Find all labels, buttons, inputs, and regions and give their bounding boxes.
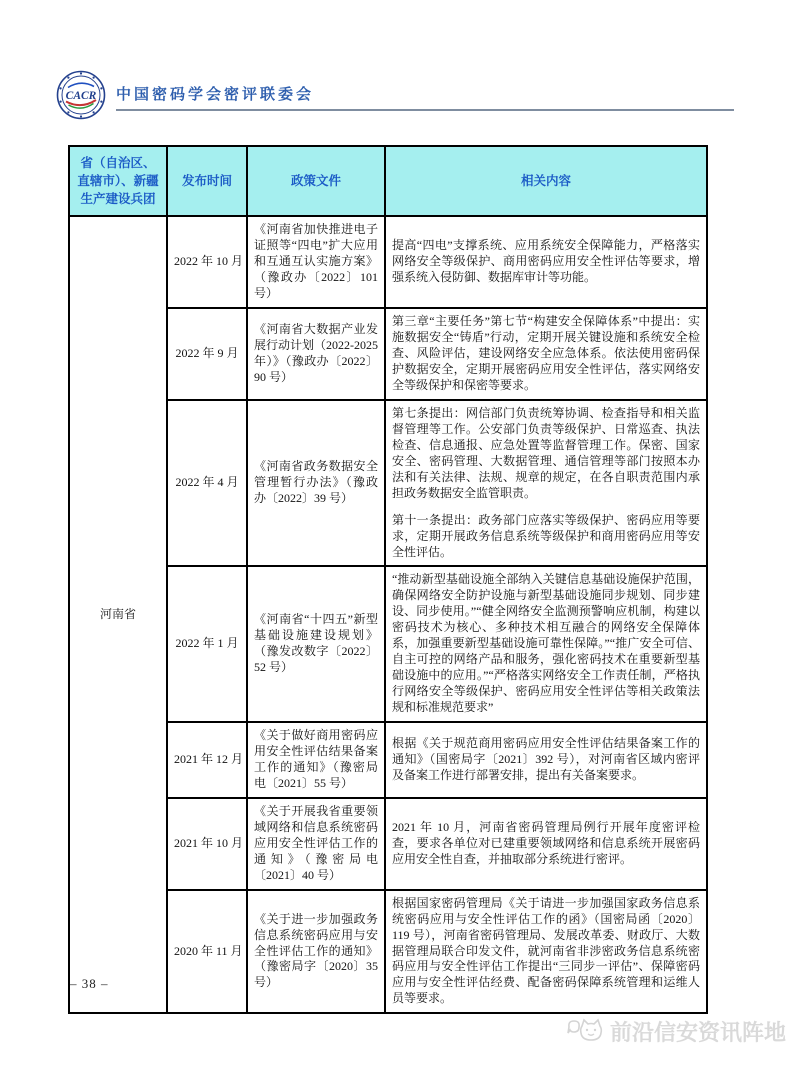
content-cell bbox=[385, 798, 707, 890]
svg-text:CACR: CACR bbox=[65, 90, 97, 102]
content-paragraph: “推动新型基础设施全部纳入关键信息基础设施保护范围，确保网络安全防护设施与新型基础设施同步规划、同步建设、同步使用。”“健全网络安全监测预警响应机制，构建以密码技术为核心、多种技术相互融合的网络安全保障体系，加强重要新型基础设施可靠性保障。”“推广安全可信、自主可控的网络产品和服务，强化密码技术在重要新型基础设施中的应用。”“严格落实网络安全工作责任制，严格执行网络安全等级保护、密码应用安全性评估等相关政策法规和标准规范要求” bbox=[392, 572, 700, 715]
content-cell bbox=[385, 400, 707, 567]
content-paragraph: 2021 年 10 月，河南省密码管理局例行开展年度密评检查，要求各单位对已建重要领域网络和信息系统开展密码应用安全性自查，并抽取部分系统进行密评。 bbox=[392, 819, 700, 866]
policy-cell: 《关于开展我省重要领域网络和信息系统密码应用安全性评估工作的通知》（豫密局电〔2021〕40 号） bbox=[247, 798, 385, 890]
col-header-policy: 政策文件 bbox=[247, 146, 385, 216]
date-cell: 2022 年 1 月 bbox=[167, 566, 247, 722]
content-cell bbox=[385, 566, 707, 722]
policy-cell: 《河南省大数据产业发展行动计划（2022-2025 年）》（豫政办〔2022〕90 号） bbox=[247, 308, 385, 400]
content-paragraph: 第十一条提出：政务部门应落实等级保护、密码应用等要求，定期开展政务信息系统等级保护和商用密码应用等安全性评估。 bbox=[392, 512, 700, 559]
content-paragraph: 第七条提出：网信部门负责统筹协调、检查指导和相关监督管理等工作。公安部门负责等级保护、日常巡查、执法检查、信息通报、应急处置等监督管理工作。保密、国家安全、密码管理、大数据管理、通信管理等部门按照本办法和有关法律、法规、规章的规定，在各自职责范围内承担政务数据安全监管职责。 bbox=[392, 405, 700, 500]
content-cell bbox=[385, 216, 707, 308]
content-paragraph: 根据国家密码管理局《关于请进一步加强国家政务信息系统密码应用与安全性评估工作的函》（国密局函〔2020〕119 号），河南省密码管理局、发展改革委、财政厅、大数据管理局联合印发文件，就河南省非涉密政务信息系统密码应用与安全性评估工作提出“三同步一评估”、保障密码应用与安全性评估经费、配备密码保障系统管理和运维人员等要求。 bbox=[392, 895, 700, 1006]
policy-table bbox=[68, 145, 708, 1014]
province-cell: 河南省 bbox=[69, 216, 167, 1013]
col-header-date: 发布时间 bbox=[167, 146, 247, 216]
content-paragraph: 提高“四电”支撑系统、应用系统安全保障能力，严格落实网络安全等级保护、商用密码应用安全性评估等要求，增强系统入侵防御、数据库审计等功能。 bbox=[392, 238, 700, 285]
header-rule bbox=[116, 109, 734, 111]
content-paragraph: 第三章“主要任务”第七节“构建安全保障体系”中提出：实施数据安全“铸盾”行动，定期开展关键设施和系统安全检查、风险评估，建设网络安全应急体系。依法使用密码保护数据安全，定期开展密码应用安全性评估，落实网络安全等级保护和保密等要求。 bbox=[392, 314, 700, 392]
policy-cell: 《河南省“十四五”新型基础设施建设规划》（豫发改数字〔2022〕52 号） bbox=[247, 566, 385, 722]
table-header-row bbox=[69, 146, 707, 216]
content-cell bbox=[385, 722, 707, 798]
date-cell: 2022 年 10 月 bbox=[167, 216, 247, 308]
policy-cell: 《河南省政务数据安全管理暂行办法》（豫政办〔2022〕39 号） bbox=[247, 400, 385, 567]
policy-cell: 《关于进一步加强政务信息系统密码应用与安全性评估工作的通知》（豫密局字〔2020〕35 号） bbox=[247, 890, 385, 1014]
page-number: – 38 – bbox=[70, 976, 109, 991]
content-cell bbox=[385, 890, 707, 1014]
content-cell bbox=[385, 308, 707, 400]
org-title: 中国密码学会密评联委会 bbox=[116, 86, 315, 103]
date-cell: 2022 年 4 月 bbox=[167, 400, 247, 567]
col-header-region: 省（自治区、直辖市）、新疆生产建设兵团 bbox=[69, 146, 167, 216]
watermark-text: 前沿信安资讯阵地 bbox=[610, 1020, 787, 1045]
mascot-cat-icon bbox=[566, 1017, 606, 1047]
content-paragraph: 根据《关于规范商用密码应用安全性评估结果备案工作的通知》（国密局字〔2021〕392 号），对河南省区域内密评及备案工作进行部署安排，提出有关备案要求。 bbox=[392, 736, 700, 782]
date-cell: 2021 年 10 月 bbox=[167, 798, 247, 890]
table-row bbox=[69, 216, 707, 308]
date-cell: 2022 年 9 月 bbox=[167, 308, 247, 400]
policy-cell: 《河南省加快推进电子证照等“四电”扩大应用和互通互认实施方案》（豫政办〔2022〕101 号） bbox=[247, 216, 385, 308]
date-cell: 2020 年 11 月 bbox=[167, 890, 247, 1014]
policy-cell: 《关于做好商用密码应用安全性评估结果备案工作的通知》（豫密局电〔2021〕55 号） bbox=[247, 722, 385, 798]
cacr-logo-icon bbox=[56, 70, 106, 120]
col-header-content: 相关内容 bbox=[385, 146, 707, 216]
date-cell: 2021 年 12 月 bbox=[167, 722, 247, 798]
watermark bbox=[566, 1016, 786, 1047]
